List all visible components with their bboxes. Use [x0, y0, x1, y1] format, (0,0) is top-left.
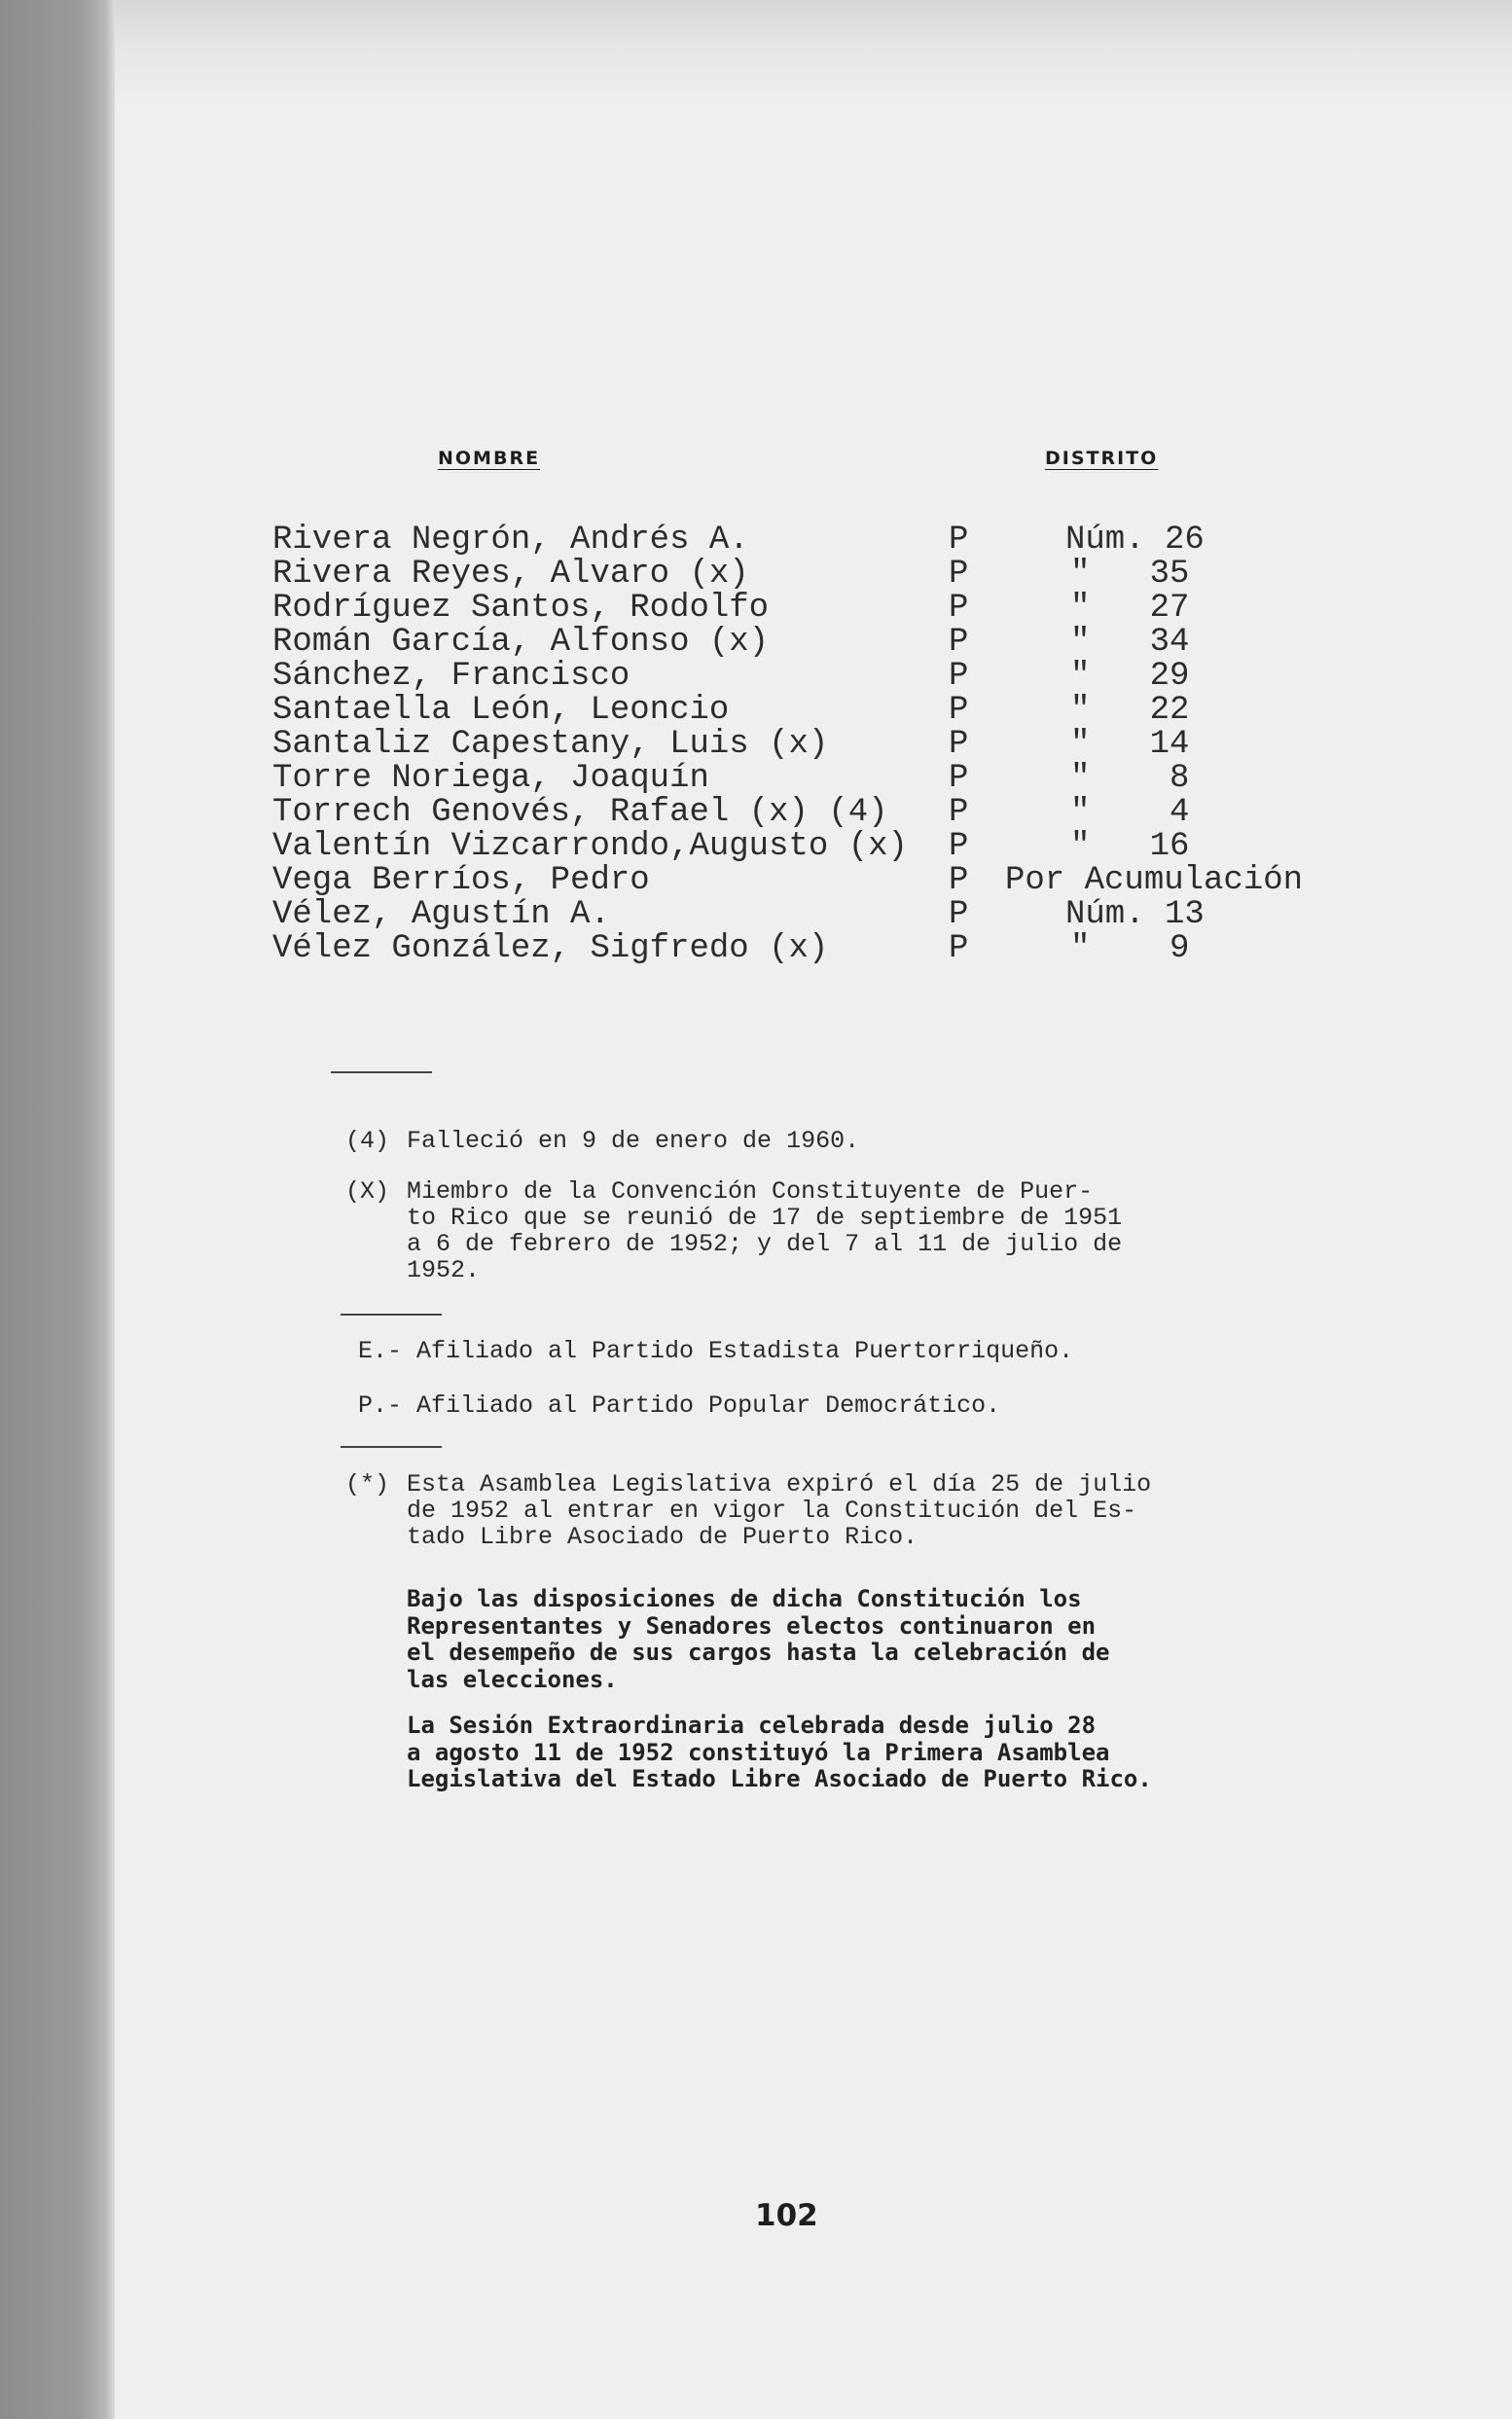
scan-top-shadow [115, 0, 1512, 107]
member-party: P [949, 522, 969, 559]
district-number: 9 [1170, 930, 1190, 967]
member-party: P [949, 828, 969, 865]
ditto-mark: " [1070, 828, 1091, 865]
member-district: Por Acumulación [1005, 862, 1304, 899]
district-prefix: Núm. [1065, 896, 1145, 933]
member-district [1065, 524, 1484, 558]
member-party: P [949, 862, 969, 899]
member-name: Valentín Vizcarrondo,Augusto (x) [272, 828, 908, 865]
member-party: P [949, 726, 969, 763]
page-number: 102 [755, 2198, 818, 2233]
member-name: Vega Berríos, Pedro [272, 862, 650, 899]
member-party: P [949, 896, 969, 933]
member-party: P [949, 590, 969, 627]
footnote-mark: (4) [345, 1127, 390, 1155]
member-name: Sánchez, Francisco [272, 658, 630, 695]
column-header-name: NOMBRE [438, 448, 541, 469]
district-number: 16 [1149, 828, 1190, 865]
ditto-mark: " [1070, 760, 1091, 797]
member-name: Vélez, Agustín A. [272, 896, 610, 933]
member-party: P [949, 624, 969, 661]
ditto-mark: " [1070, 726, 1091, 763]
district-prefix: Núm. [1065, 522, 1145, 559]
footnote-mark: (*) [345, 1470, 390, 1498]
column-header-district: DISTRITO [1045, 448, 1159, 469]
member-name: Torrech Genovés, Rafael (x) (4) [272, 794, 888, 831]
scan-binding-edge [0, 0, 115, 2419]
member-name: Vélez González, Sigfredo (x) [272, 930, 829, 967]
party-legend-divider [341, 1314, 442, 1316]
district-number: 13 [1165, 896, 1205, 933]
paragraph-extraordinary-session: La Sesión Extraordinaria celebrada desde julio 28 a agosto 11 de 1952 constituyó la Primera Asamblea Legislativa del Estado Libre Asociado de Puerto Rico. [407, 1712, 1152, 1792]
legend-text: E.- Afiliado al Partido Estadista Puertorriqueño. [358, 1337, 1074, 1365]
district-number: 34 [1149, 624, 1190, 661]
member-district [1070, 796, 1189, 830]
district-number: 29 [1149, 658, 1190, 695]
ditto-mark: " [1070, 590, 1091, 627]
paragraph-constitution: Bajo las disposiciones de dicha Constitución los Representantes y Senadores electos continuaron en el desempeño de sus cargos hasta la celebración de las elecciones. [407, 1585, 1110, 1693]
member-name: Rodríguez Santos, Rodolfo [272, 590, 770, 627]
footnote-text: Miembro de la Convención Constituyente de Puer- to Rico que se reunió de 17 de septiembre de 1951 a 6 de febrero de 1952; y del 7 al 11 de julio de 1952. [407, 1177, 1123, 1284]
member-name: Santaella León, Leoncio [272, 692, 730, 729]
ditto-mark: " [1070, 658, 1091, 695]
footnote-text: Esta Asamblea Legislativa expiró el día 25 de julio de 1952 al entrar en vigor la Constitución del Es- tado Libre Asociado de Puerto Rico. [407, 1470, 1152, 1551]
member-district [1070, 626, 1189, 660]
member-party: P [949, 930, 969, 967]
member-party: P [949, 556, 969, 593]
district-number: 27 [1149, 590, 1190, 627]
member-name: Rivera Reyes, Alvaro (x) [272, 556, 749, 593]
legend-text: P.- Afiliado al Partido Popular Democrático. [358, 1391, 1001, 1420]
ditto-mark: " [1070, 794, 1091, 831]
member-district [1070, 660, 1189, 694]
member-name: Santaliz Capestany, Luis (x) [272, 726, 829, 763]
member-district [1070, 558, 1189, 592]
member-district [1070, 592, 1189, 626]
footnote-divider [331, 1071, 432, 1073]
district-number: 8 [1170, 760, 1190, 797]
ditto-mark: " [1070, 624, 1091, 661]
member-party: P [949, 692, 969, 729]
district-number: 22 [1149, 692, 1190, 729]
member-district [1070, 830, 1189, 864]
member-district [1070, 694, 1189, 728]
member-district [1070, 728, 1189, 762]
member-district [1070, 762, 1189, 796]
member-name: Torre Noriega, Joaquín [272, 760, 709, 797]
party-legend-popular [358, 1392, 1000, 1419]
district-number: 35 [1149, 556, 1190, 593]
district-number: 4 [1170, 794, 1190, 831]
member-party: P [949, 658, 969, 695]
member-district [1065, 898, 1484, 932]
district-number: 26 [1165, 522, 1205, 559]
member-district [1070, 932, 1189, 966]
party-legend-estadista [358, 1338, 1073, 1364]
ditto-mark: " [1070, 556, 1091, 593]
footnote-mark: (X) [345, 1177, 390, 1206]
member-party: P [949, 794, 969, 831]
ditto-mark: " [1070, 930, 1091, 967]
member-name: Román García, Alfonso (x) [272, 624, 770, 661]
member-name: Rivera Negrón, Andrés A. [272, 522, 749, 559]
footnote-text: Falleció en 9 de enero de 1960. [407, 1127, 860, 1155]
member-party: P [949, 760, 969, 797]
ditto-mark: " [1070, 692, 1091, 729]
assembly-note-divider [341, 1446, 442, 1448]
district-number: 14 [1149, 726, 1190, 763]
